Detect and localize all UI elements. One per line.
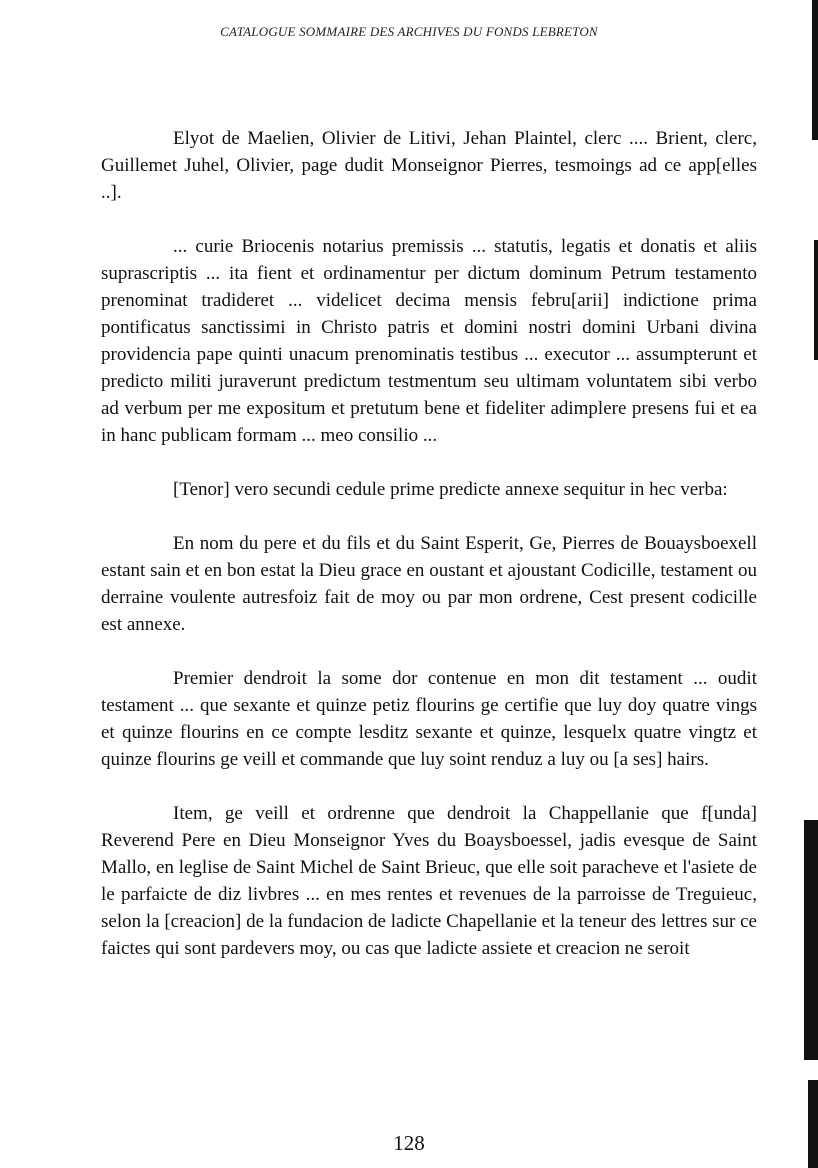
page-body xyxy=(101,125,757,989)
paragraph-codicil-opening: En nom du pere et du fils et du Saint Esperit, Ge, Pierres de Bouaysboexell estant sain et en bon estat la Dieu grace en oustant et ajoustant Codicille, testament ou derraine voulente autresfoiz fait de moy ou par mon ordrene, Cest present codicille est annexe. xyxy=(101,533,757,635)
scan-margin-shadow xyxy=(804,0,818,1168)
paragraph-witnesses: Elyot de Maelien, Olivier de Litivi, Jehan Plaintel, clerc .... Brient, clerc, Guillemet Juhel, Olivier, page dudit Monseignor Pierres, tesmoings ad ce app[elles ..]. xyxy=(101,128,757,203)
paragraph-item-chappellanie: Item, ge veill et ordrenne que dendroit la Chappellanie que f[unda] Reverend Pere en Dieu Monseignor Yves du Boaysboessel, jadis evesque de Saint Mallo, en leglise de Saint Michel de Saint Brieuc, que elle soit paracheve et l'asiete de le parfaicte de diz livbres ... en mes rentes et revenues de la parroisse de Treguieuc, selon la [creacion] de la fundacion de ladicte Chapellanie et la teneur des lettres sur ce faictes qui sont pardevers moy, ou cas que ladicte assiete et creacion ne seroit xyxy=(101,803,757,959)
paragraph-latin-notary: ... curie Briocenis notarius premissis ... statutis, legatis et donatis et aliis suprascriptis ... ita fient et ordinamentur per dictum dominum Petrum testamento prenominat tradideret ... videlicet decima mensis febru[arii] indictione prima pontificatus sanctissimi in Christo patris et domini nostri domini Urbani divina providencia pape quinti unacum prenominatis testibus ... executor ... assumpterunt et predicto militi juraverunt predictum testmentum seu ultimam voluntatem sibi verbo ad verbum per me expositum et pretutum bene et fideliter adimplere presens fui et ea in hanc publicam formam ... meo consilio ... xyxy=(101,236,757,446)
running-header: CATALOGUE SOMMAIRE DES ARCHIVES DU FONDS LEBRETON xyxy=(220,24,598,39)
paragraph-tenor: [Tenor] vero secundi cedule prime predicte annexe sequitur in hec verba: xyxy=(173,479,728,500)
paragraph-premier: Premier dendroit la some dor contenue en mon dit testament ... oudit testament ... que sexante et quinze petiz flourins ge certifie que luy doy quatre vings et quinze flourins en ce compte lesditz sexante et quinze, lesquelx quatre vingtz et quinze flourins ge veill et commande que luy soint renduz a luy ou [a ses] hairs. xyxy=(101,668,757,770)
page-number: 128 xyxy=(393,1131,425,1155)
